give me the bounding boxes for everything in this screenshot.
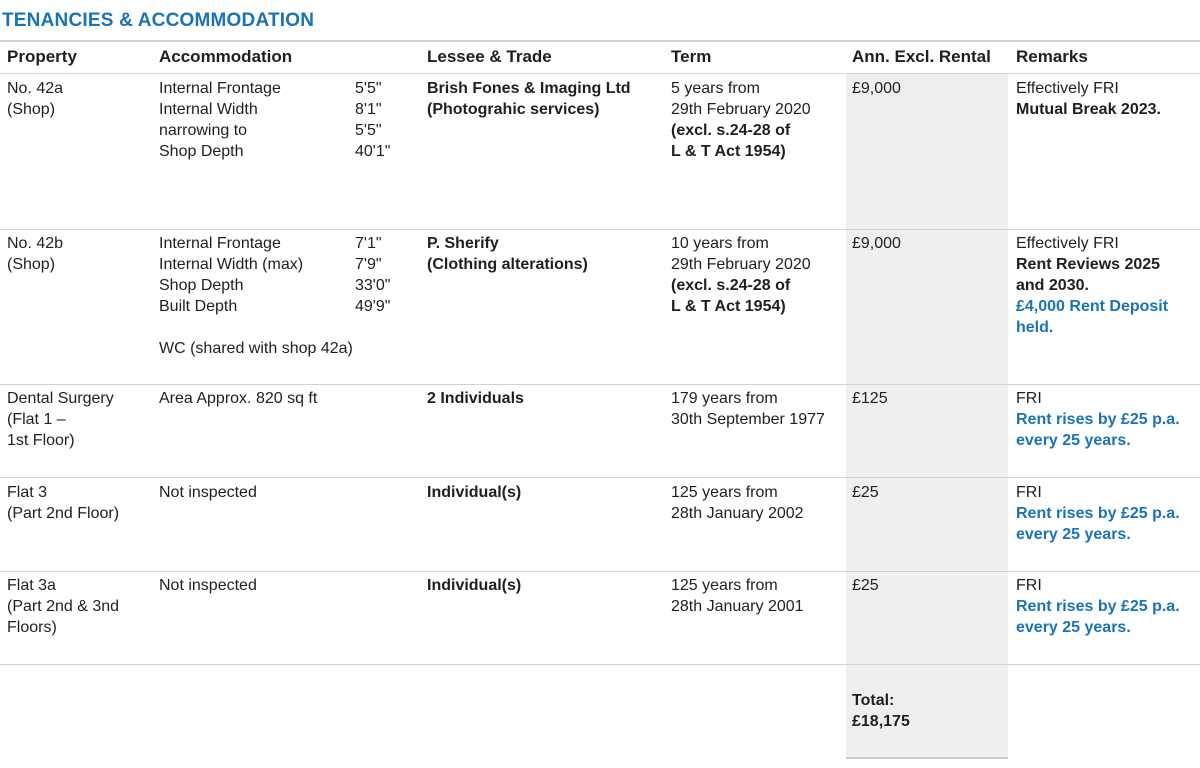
property-text: (Shop) [7,101,56,118]
dimension-value: 49'9" [355,298,391,315]
table-row-dental-rental: £125 [852,390,888,407]
page-title: TENANCIES & ACCOMMODATION [2,10,315,31]
lessee-trade: (Clothing alterations) [427,256,588,273]
remarks-highlight: Rent rises by £25 p.a. [1016,598,1180,615]
column-header-property: Property [7,47,77,66]
property-text: Floors) [7,619,57,636]
table-row-42a-rental: £9,000 [852,80,901,97]
remarks-highlight: held. [1016,319,1054,336]
dimension-label: Internal Width (max) [159,256,304,273]
remarks-highlight: every 25 years. [1016,432,1131,449]
table-row-flat3-remarks [1016,482,1180,545]
term-text: 28th January 2002 [671,505,804,522]
lessee-name: P. Sherify [427,235,499,252]
term-text: 29th February 2020 [671,256,811,273]
table-row-42b-property [7,233,63,275]
column-header-term: Term [671,47,712,66]
rental-column-shading [846,74,1008,758]
column-header-remarks: Remarks [1016,47,1088,66]
table-row-dental-accommodation: Area Approx. 820 sq ft [159,390,318,407]
term-text: 10 years from [671,235,769,252]
remarks-text: Effectively FRI [1016,235,1119,252]
dimension-value: 8'1" [355,101,382,118]
dimension-value: 33'0" [355,277,391,294]
remarks-highlight: every 25 years. [1016,526,1131,543]
remarks-text: Effectively FRI [1016,80,1119,97]
remarks-highlight: every 25 years. [1016,619,1131,636]
table-row-42a-term [671,78,811,162]
dimension-label: Shop Depth [159,277,244,294]
term-note: L & T Act 1954) [671,298,786,315]
table-row-flat3a-lessee: Individual(s) [427,577,522,594]
dimension-label: Internal Frontage [159,80,281,97]
column-header-lessee: Lessee & Trade [427,47,552,66]
table-row-dental-property [7,388,114,451]
property-text: Dental Surgery [7,390,114,407]
remarks-emphasis: and 2030. [1016,277,1089,294]
property-text: (Part 2nd Floor) [7,505,120,522]
property-text: (Part 2nd & 3nd [7,598,120,615]
table-row-42a-accommodation [159,78,399,162]
remarks-emphasis: Mutual Break 2023. [1016,101,1161,118]
term-note: L & T Act 1954) [671,143,786,160]
dimension-value: 5'5" [355,122,382,139]
remarks-text: FRI [1016,577,1042,594]
table-row-dental-term [671,388,825,430]
dimension-label: Built Depth [159,298,238,315]
table-row-flat3a-remarks [1016,575,1180,638]
term-text: 125 years from [671,484,778,501]
remarks-highlight: Rent rises by £25 p.a. [1016,411,1180,428]
lessee-trade: (Photograhic services) [427,101,600,118]
table-row-42b-term [671,233,811,317]
property-text: No. 42b [7,235,64,252]
dimension-value: 40'1" [355,143,391,160]
row-divider [0,477,1200,478]
table-row-42a-remarks [1016,78,1161,120]
property-text: (Flat 1 – [7,411,66,428]
term-note: (excl. s.24-28 of [671,277,791,294]
dimension-label: Internal Width [159,101,258,118]
term-text: 125 years from [671,577,778,594]
remarks-text: FRI [1016,390,1042,407]
table-row-flat3-property [7,482,119,524]
term-text: 29th February 2020 [671,101,811,118]
table-row-42b-accommodation [159,233,399,359]
table-row-flat3a-property [7,575,119,638]
table-row-42a-lessee [427,78,631,120]
table-row-flat3-lessee: Individual(s) [427,484,522,501]
remarks-text: FRI [1016,484,1042,501]
row-divider [0,571,1200,572]
term-text: 30th September 1977 [671,411,825,428]
property-text: Flat 3 [7,484,48,501]
table-row-flat3-accommodation: Not inspected [159,484,257,501]
property-text: No. 42a [7,80,64,97]
property-text: 1st Floor) [7,432,75,449]
lessee-name: Brish Fones & Imaging Ltd [427,80,631,97]
property-text: (Shop) [7,256,56,273]
table-row-42b-rental: £9,000 [852,235,901,252]
row-divider [0,664,1200,665]
term-note: (excl. s.24-28 of [671,122,791,139]
remarks-highlight: £4,000 Rent Deposit [1016,298,1169,315]
dimension-value: 5'5" [355,80,382,97]
accommodation-note: WC (shared with shop 42a) [159,340,353,357]
total-label: Total: [852,692,895,709]
table-row-flat3a-term [671,575,804,617]
dimension-value: 7'1" [355,235,382,252]
dimension-value: 7'9" [355,256,382,273]
total-rental [852,690,910,732]
row-divider [0,384,1200,385]
term-text: 28th January 2001 [671,598,804,615]
total-value: £18,175 [852,713,910,730]
table-row-42a-property [7,78,63,120]
table-row-flat3-term [671,482,804,524]
table-row-dental-lessee: 2 Individuals [427,390,524,407]
dimension-label: narrowing to [159,122,248,139]
remarks-emphasis: Rent Reviews 2025 [1016,256,1161,273]
term-text: 179 years from [671,390,778,407]
header-top-rule [0,40,1200,42]
column-header-rental: Ann. Excl. Rental [852,47,991,66]
row-divider [0,229,1200,230]
table-row-dental-remarks [1016,388,1180,451]
table-row-flat3a-accommodation: Not inspected [159,577,257,594]
table-row-42b-remarks [1016,233,1168,338]
table-row-flat3a-rental: £25 [852,577,879,594]
dimension-label: Shop Depth [159,143,244,160]
property-text: Flat 3a [7,577,56,594]
term-text: 5 years from [671,80,760,97]
total-bottom-rule [846,757,1008,759]
header-bottom-rule [0,73,1200,74]
remarks-highlight: Rent rises by £25 p.a. [1016,505,1180,522]
table-row-42b-lessee [427,233,588,275]
table-row-flat3-rental: £25 [852,484,879,501]
dimension-label: Internal Frontage [159,235,281,252]
column-header-accommodation: Accommodation [159,47,293,66]
